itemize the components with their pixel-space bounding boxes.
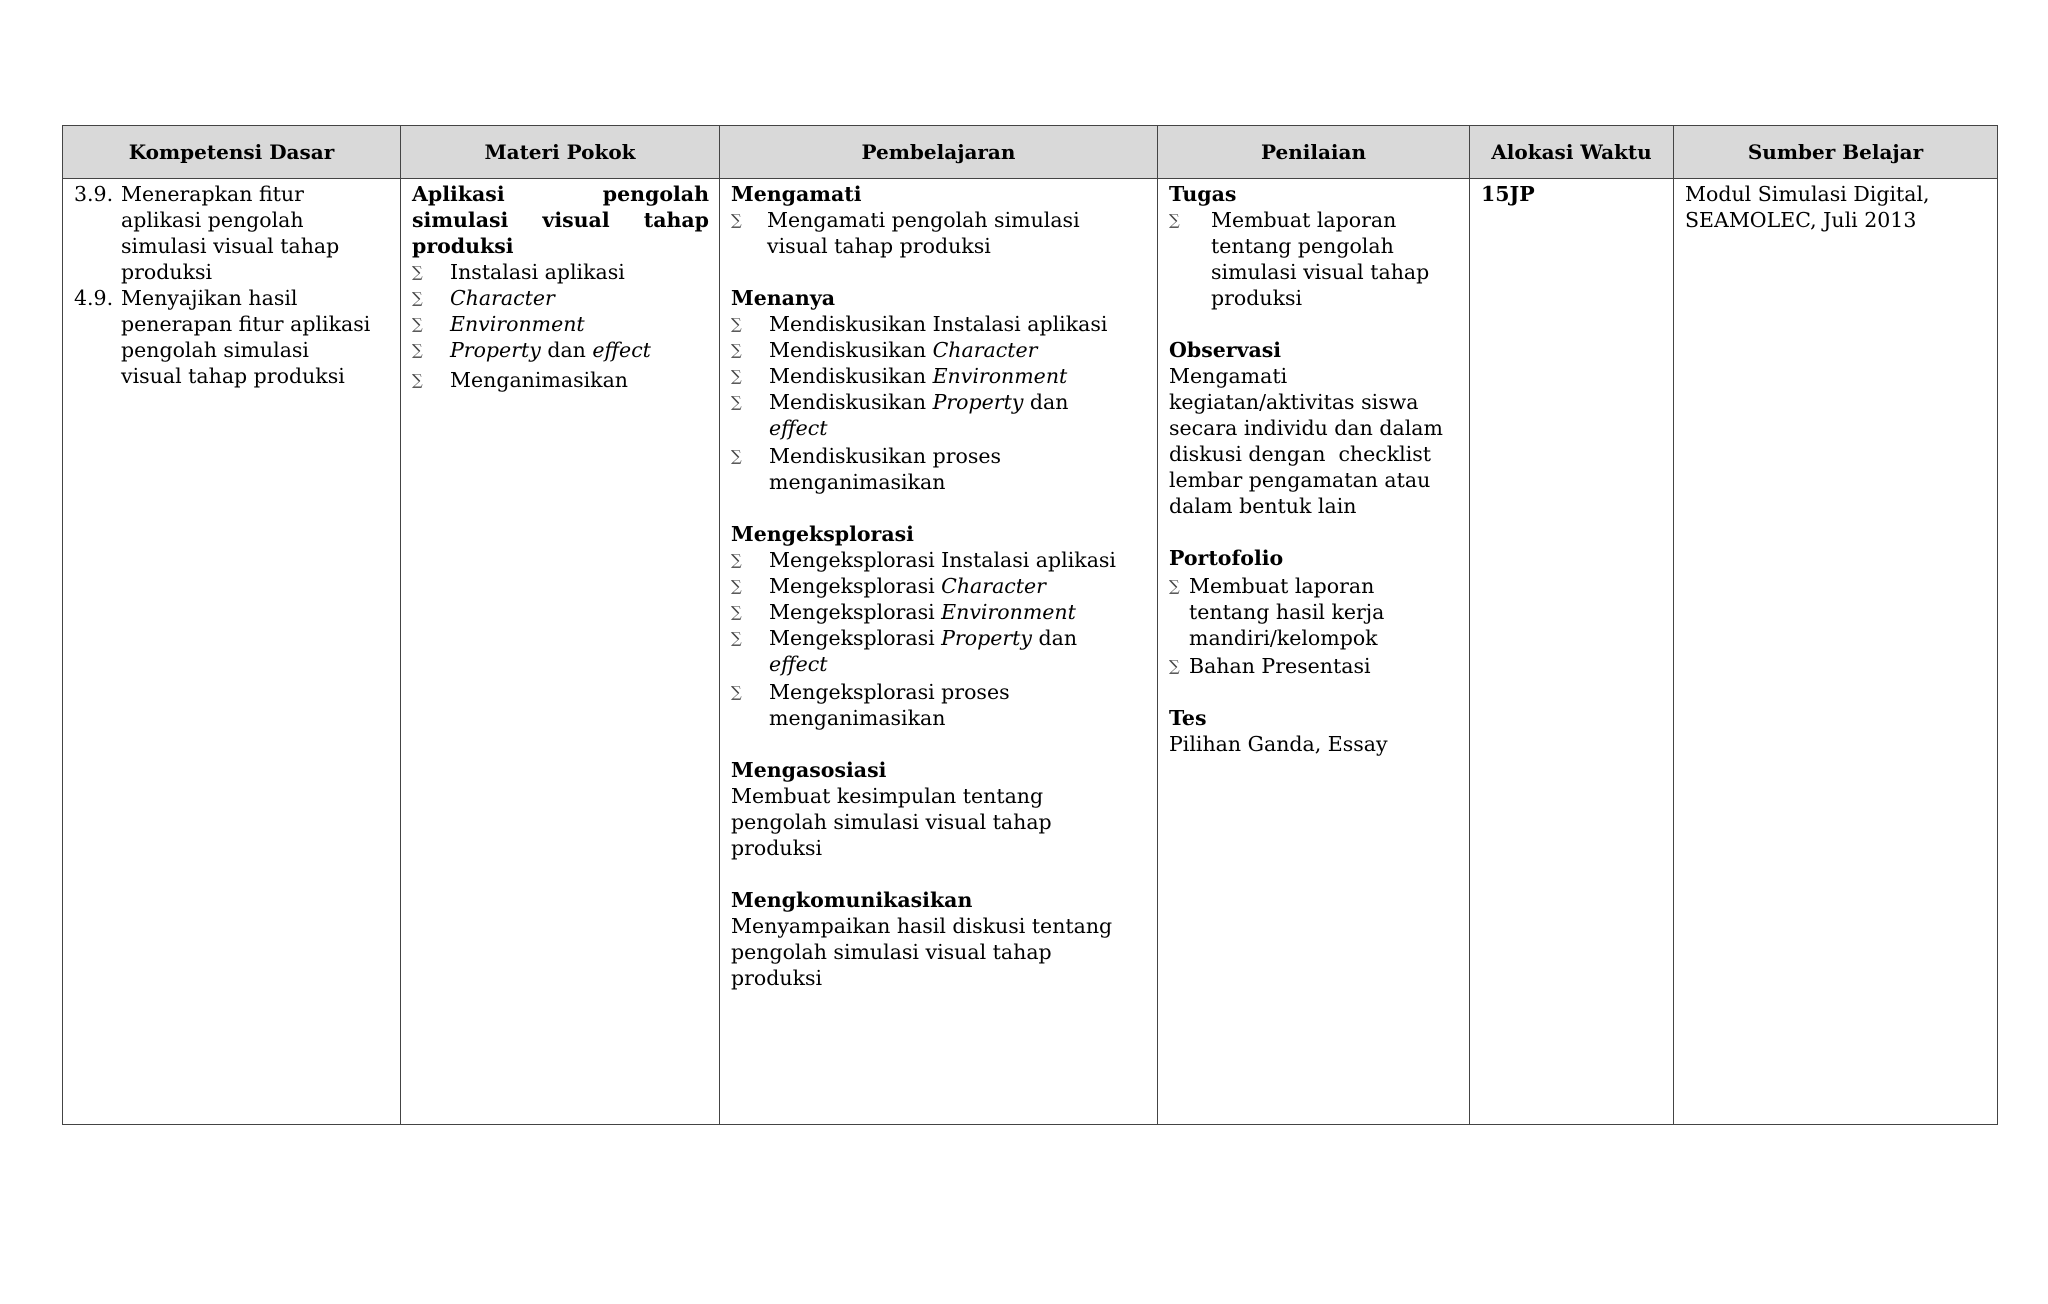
summation-bullet-icon: ∑: [731, 341, 742, 359]
item-line: Mengamati pengolah simulasi: [767, 208, 1080, 232]
item-italic: Property: [941, 626, 1032, 650]
header-pembelajaran: Pembelajaran: [720, 126, 1158, 179]
item-line: [769, 573, 1046, 599]
syllabus-table: [62, 125, 1998, 1125]
item-line: Mengeksplorasi proses: [769, 680, 1010, 704]
item-line: visual tahap produksi: [767, 234, 991, 258]
section-title-mengeksplorasi: Mengeksplorasi: [731, 522, 914, 546]
materi-item-text: Environment: [450, 312, 585, 336]
list-item: [731, 389, 1147, 441]
summation-bullet-icon: ∑: [412, 371, 423, 389]
kompetensi-line: Menyajikan hasil: [121, 286, 298, 310]
kompetensi-line: visual tahap produksi: [121, 364, 345, 388]
penilaian-cell: [1158, 179, 1470, 1125]
materi-item-italic: effect: [592, 338, 651, 362]
item-italic: Property: [932, 390, 1024, 414]
kompetensi-line: simulasi visual tahap: [121, 234, 340, 258]
header-materi-pokok: Materi Pokok: [401, 126, 720, 179]
list-item: [412, 285, 709, 311]
kompetensi-number: 4.9.: [74, 286, 114, 310]
list-item: [731, 679, 1147, 731]
item-text: Mendiskusikan: [769, 364, 933, 388]
summation-bullet-icon: ∑: [731, 367, 742, 385]
summation-bullet-icon: ∑: [731, 315, 742, 333]
item-line: simulasi visual tahap: [1211, 260, 1430, 284]
header-sumber-belajar: Sumber Belajar: [1674, 126, 1998, 179]
list-item: [412, 367, 709, 393]
item-italic: Character: [932, 338, 1038, 362]
item-line: effect: [769, 416, 828, 440]
list-item: [731, 573, 1147, 599]
item-line: Membuat laporan: [1211, 208, 1397, 232]
list-item: [731, 363, 1147, 389]
materi-cell: [401, 179, 720, 1125]
item-italic: Environment: [932, 364, 1068, 388]
paragraph-line: pengolah simulasi visual tahap: [731, 940, 1052, 964]
item-text: Mengeksplorasi: [769, 626, 942, 650]
summation-bullet-icon: ∑: [1169, 657, 1180, 675]
kompetensi-item: [74, 285, 390, 389]
materi-item-text: Character: [450, 286, 555, 310]
item-line: Mengeksplorasi Instalasi aplikasi: [769, 548, 1116, 572]
paragraph-line: produksi: [731, 966, 823, 990]
summation-bullet-icon: ∑: [731, 551, 742, 569]
item-line: [769, 363, 1067, 389]
materi-item-text: [450, 337, 651, 363]
kompetensi-line: produksi: [121, 260, 213, 284]
header-penilaian: Penilaian: [1158, 126, 1470, 179]
section-title-mengamati: Mengamati: [731, 182, 862, 206]
item-line: Mendiskusikan proses: [769, 444, 1002, 468]
section-title-portofolio: Portofolio: [1169, 546, 1284, 570]
item-line: [769, 599, 1076, 625]
item-line: produksi: [1211, 286, 1303, 310]
paragraph-line: Menyampaikan hasil diskusi tentang: [731, 914, 1113, 938]
materi-item-text: Menganimasikan: [450, 368, 629, 392]
alokasi-cell: [1470, 179, 1674, 1125]
section-title-mengasosiasi: Mengasosiasi: [731, 758, 887, 782]
list-item: [731, 625, 1147, 677]
item-line: [769, 625, 1077, 651]
summation-bullet-icon: ∑: [731, 211, 742, 229]
header-row: [63, 126, 1998, 179]
paragraph-line: dalam bentuk lain: [1169, 494, 1357, 518]
summation-bullet-icon: ∑: [1169, 577, 1180, 595]
list-item: [412, 311, 709, 337]
item-line: tentang hasil kerja: [1189, 600, 1385, 624]
header-alokasi-waktu: Alokasi Waktu: [1470, 126, 1674, 179]
list-item: [731, 599, 1147, 625]
item-text: dan: [1023, 390, 1069, 414]
section-title-tugas: Tugas: [1169, 182, 1237, 206]
paragraph-line: diskusi dengan checklist: [1169, 442, 1432, 466]
header-kompetensi-dasar: Kompetensi Dasar: [63, 126, 401, 179]
summation-bullet-icon: ∑: [731, 603, 742, 621]
materi-title-line: produksi: [412, 234, 514, 258]
list-item: [1169, 653, 1459, 679]
item-line: menganimasikan: [769, 706, 946, 730]
list-item: [731, 337, 1147, 363]
summation-bullet-icon: ∑: [412, 341, 423, 359]
paragraph-line: lembar pengamatan atau: [1169, 468, 1431, 492]
materi-title-line: Aplikasi pengolah: [412, 182, 709, 206]
kompetensi-cell: [63, 179, 401, 1125]
summation-bullet-icon: ∑: [412, 315, 423, 333]
item-line: [769, 337, 1037, 363]
list-item: [1169, 573, 1459, 651]
kompetensi-item: [74, 181, 390, 285]
list-item: [412, 337, 709, 363]
list-item: [731, 311, 1147, 337]
item-line: tentang pengolah: [1211, 234, 1394, 258]
summation-bullet-icon: ∑: [731, 629, 742, 647]
item-line: Membuat laporan: [1189, 574, 1375, 598]
alokasi-value: 15JP: [1481, 182, 1535, 206]
pembelajaran-cell: [720, 179, 1158, 1125]
list-item: [731, 443, 1147, 495]
section-title-menanya: Menanya: [731, 286, 836, 310]
summation-bullet-icon: ∑: [1169, 211, 1180, 229]
item-text: dan: [1031, 626, 1078, 650]
paragraph-line: kegiatan/aktivitas siswa: [1169, 390, 1419, 414]
item-text: Mengeksplorasi: [769, 574, 942, 598]
list-item: [731, 547, 1147, 573]
summation-bullet-icon: ∑: [731, 577, 742, 595]
item-line: Mendiskusikan Instalasi aplikasi: [769, 312, 1108, 336]
section-title-mengkomunikasikan: Mengkomunikasikan: [731, 888, 973, 912]
list-item: [412, 259, 709, 285]
item-text: Mendiskusikan: [769, 338, 933, 362]
list-item: [731, 207, 1147, 259]
item-line: effect: [769, 652, 828, 676]
summation-bullet-icon: ∑: [731, 393, 742, 411]
item-line: mandiri/kelompok: [1189, 626, 1378, 650]
summation-bullet-icon: ∑: [412, 289, 423, 307]
materi-item-conj: dan: [540, 338, 593, 362]
paragraph-line: pengolah simulasi visual tahap: [731, 810, 1052, 834]
materi-title-line: simulasi visual tahap: [412, 208, 709, 232]
paragraph-line: Mengamati: [1169, 364, 1288, 388]
kompetensi-line: penerapan fitur aplikasi: [121, 312, 371, 336]
kompetensi-line: Menerapkan fitur: [121, 182, 304, 206]
item-italic: Environment: [941, 600, 1076, 624]
paragraph-line: produksi: [731, 836, 823, 860]
sumber-line: SEAMOLEC, Juli 2013: [1685, 208, 1917, 232]
kompetensi-number: 3.9.: [74, 182, 114, 206]
paragraph-line: Membuat kesimpulan tentang: [731, 784, 1044, 808]
kompetensi-line: pengolah simulasi: [121, 338, 309, 362]
materi-item-text: Instalasi aplikasi: [450, 260, 625, 284]
summation-bullet-icon: ∑: [731, 683, 742, 701]
sumber-line: Modul Simulasi Digital,: [1685, 182, 1930, 206]
sumber-cell: [1674, 179, 1998, 1125]
list-item: [1169, 207, 1459, 311]
section-title-observasi: Observasi: [1169, 338, 1282, 362]
paragraph-line: Pilihan Ganda, Essay: [1169, 732, 1388, 756]
item-text: Mengeksplorasi: [769, 600, 942, 624]
item-italic: Character: [941, 574, 1046, 598]
table-row: [63, 179, 1998, 1125]
section-title-tes: Tes: [1169, 706, 1207, 730]
item-line: Bahan Presentasi: [1189, 654, 1371, 678]
item-line: [769, 389, 1068, 415]
item-text: Mendiskusikan: [769, 390, 933, 414]
summation-bullet-icon: ∑: [731, 447, 742, 465]
paragraph-line: secara individu dan dalam: [1169, 416, 1443, 440]
summation-bullet-icon: ∑: [412, 263, 423, 281]
materi-item-italic: Property: [450, 338, 541, 362]
item-line: menganimasikan: [769, 470, 946, 494]
kompetensi-line: aplikasi pengolah: [121, 208, 304, 232]
